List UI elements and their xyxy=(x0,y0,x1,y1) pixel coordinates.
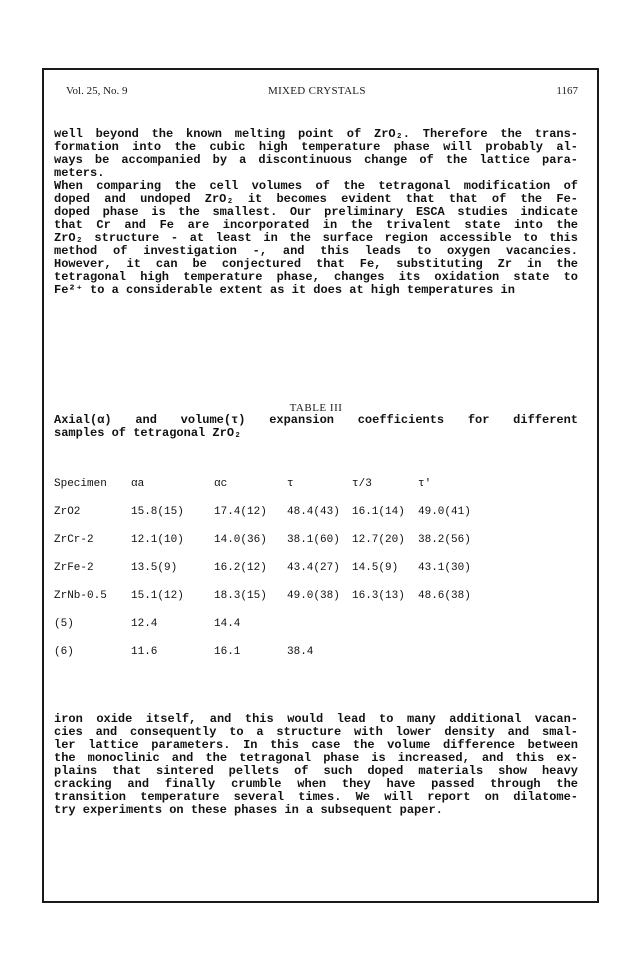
text-line: tetragonal high temperature phase, changes its oxidation state to xyxy=(54,270,578,284)
table-cell: ZrO2 xyxy=(54,506,81,518)
column-header: τ xyxy=(287,478,294,490)
column-header: Specimen xyxy=(54,478,107,490)
text-line: formation into the cubic high temperature phase will probably al- xyxy=(54,140,578,154)
running-title: MIXED CRYSTALS xyxy=(268,85,366,97)
table-cell: 16.1(14) xyxy=(352,506,405,518)
table-cell: 16.2(12) xyxy=(214,562,267,574)
table-caption xyxy=(54,414,578,440)
text-line: try experiments on these phases in a subsequent paper. xyxy=(54,803,443,817)
text-line: method of investigation -, and this leads to oxygen vacancies. xyxy=(54,244,578,258)
text-line: cies and consequently to a structure with lower density and smal- xyxy=(54,725,578,739)
text-line: When comparing the cell volumes of the tetragonal modification of xyxy=(54,179,578,193)
table-cell: 12.4 xyxy=(131,618,158,630)
table-cell: 38.2(56) xyxy=(418,534,471,546)
table-cell: 17.4(12) xyxy=(214,506,267,518)
table-title: TABLE III xyxy=(289,402,343,414)
text-line: well beyond the known melting point of ZrO₂. Therefore the trans- xyxy=(54,127,578,141)
table-cell: 14.0(36) xyxy=(214,534,267,546)
text-line: ZrO₂ structure - at least in the surface region accessible to this xyxy=(54,231,578,245)
table-cell: ZrCr-2 xyxy=(54,534,94,546)
text-line: the monoclinic and the tetragonal phase is increased, and this ex- xyxy=(54,751,578,765)
text-line: that Cr and Fe are incorporated in the trivalent state into the xyxy=(54,218,578,232)
table-cell: 43.1(30) xyxy=(418,562,471,574)
text-line: ler lattice parameters. In this case the volume difference between xyxy=(54,738,578,752)
table-cell: ZrFe-2 xyxy=(54,562,94,574)
table-cell: 15.8(15) xyxy=(131,506,184,518)
text-line: meters. xyxy=(54,166,105,180)
text-line: ways be accompanied by a discontinuous change of the lattice para- xyxy=(54,153,578,167)
column-header: αc xyxy=(214,478,228,490)
text-line: transition temperature several times. We will report on dilatome- xyxy=(54,790,578,804)
table-cell: 43.4(27) xyxy=(287,562,340,574)
table-row xyxy=(54,562,578,576)
table-cell: ZrNb-0.5 xyxy=(54,590,107,602)
table-cell: 13.5(9) xyxy=(131,562,178,574)
caption-line: samples of tetragonal ZrO₂ xyxy=(54,426,242,440)
paragraph-top xyxy=(54,128,578,297)
text-line: doped phase is the smallest. Our preliminary ESCA studies indicate xyxy=(54,205,578,219)
text-line: iron oxide itself, and this would lead to many additional vacan- xyxy=(54,712,578,726)
table-cell: (5) xyxy=(54,618,74,630)
table-cell: 49.0(38) xyxy=(287,590,340,602)
text-line: doped and undoped ZrO₂ it becomes evident that that of the Fe- xyxy=(54,192,578,206)
column-header: αa xyxy=(131,478,145,490)
table-cell: 18.3(15) xyxy=(214,590,267,602)
table-cell: 38.4 xyxy=(287,646,314,658)
table-cell: 11.6 xyxy=(131,646,158,658)
text-line: cracking and finally crumble when they have passed through the xyxy=(54,777,578,791)
text-line: However, it can be conjectured that Fe, substituting Zr in the xyxy=(54,257,578,271)
table-cell: (6) xyxy=(54,646,74,658)
table-cell: 49.0(41) xyxy=(418,506,471,518)
page-number: 1167 xyxy=(556,85,578,97)
text-line: Fe²⁺ to a considerable extent as it does at high temperatures in xyxy=(54,283,515,297)
caption-line: Axial(α) and volume(τ) expansion coefficients for different xyxy=(54,413,578,427)
table-row xyxy=(54,534,578,548)
column-header: τ/3 xyxy=(352,478,372,490)
table-cell: 12.1(10) xyxy=(131,534,184,546)
table-cell: 15.1(12) xyxy=(131,590,184,602)
table-cell: 14.4 xyxy=(214,618,241,630)
table-cell: 16.3(13) xyxy=(352,590,405,602)
table-cell: 16.1 xyxy=(214,646,241,658)
table-cell: 14.5(9) xyxy=(352,562,399,574)
table-row xyxy=(54,590,578,604)
table-header-row xyxy=(54,478,578,492)
running-head xyxy=(66,85,578,101)
table-cell: 12.7(20) xyxy=(352,534,405,546)
column-header: τ' xyxy=(418,478,432,490)
table-cell: 48.4(43) xyxy=(287,506,340,518)
text-line: plains that sintered pellets of such doped materials show heavy xyxy=(54,764,578,778)
table-cell: 48.6(38) xyxy=(418,590,471,602)
table-row xyxy=(54,506,578,520)
table-row xyxy=(54,618,578,632)
paragraph-bottom xyxy=(54,713,578,817)
table-row xyxy=(54,646,578,660)
journal-volume: Vol. 25, No. 9 xyxy=(66,85,128,97)
table-cell: 38.1(60) xyxy=(287,534,340,546)
